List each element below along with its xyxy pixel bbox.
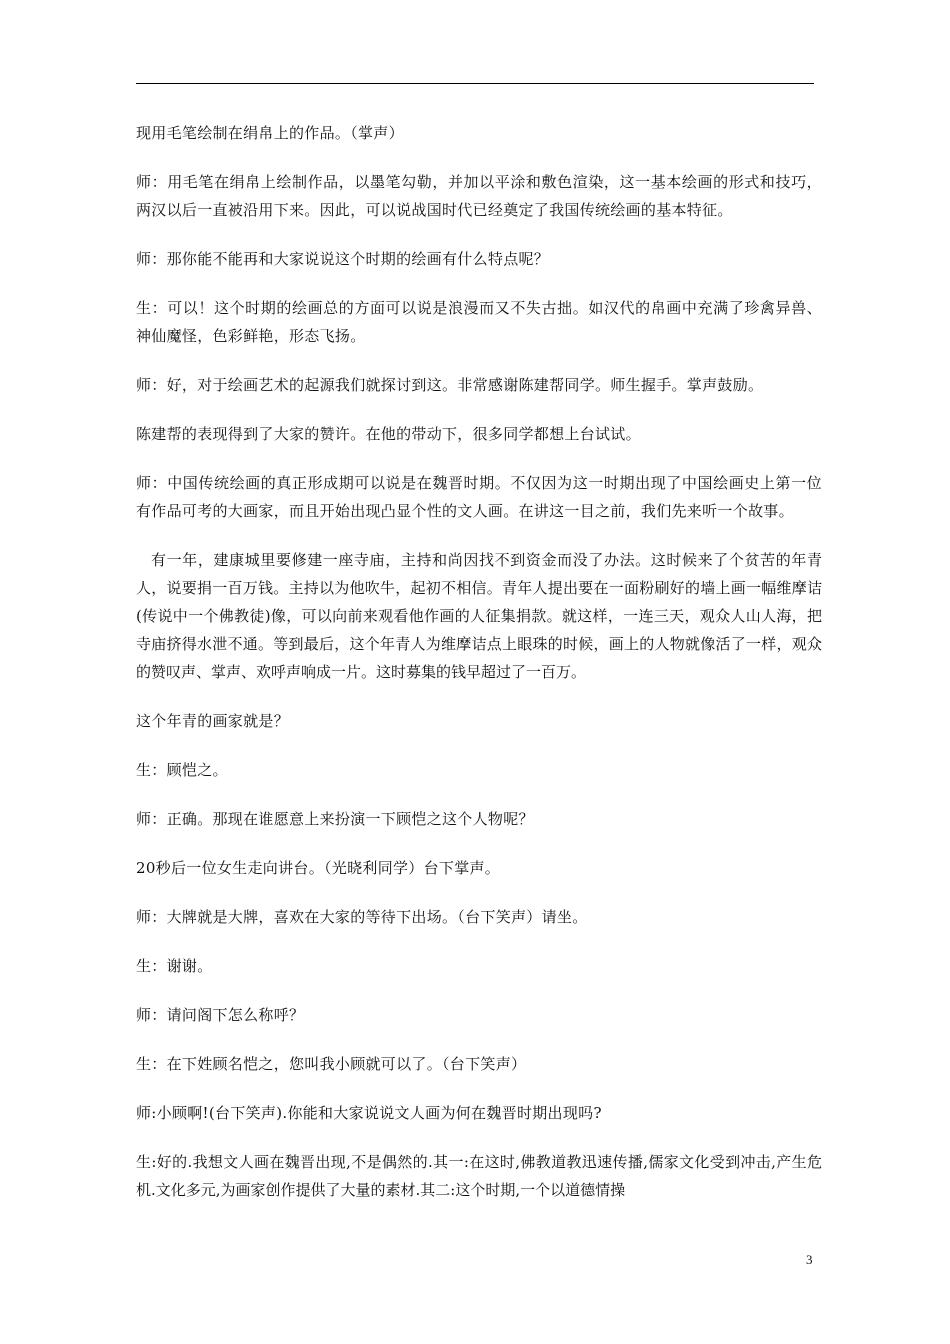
- paragraph: 师：那你能不能再和大家说说这个时期的绘画有什么特点呢？: [136, 250, 550, 268]
- paragraph: 师：好，对于绘画艺术的起源我们就探讨到这。非常感谢陈建帮同学。师生握手。掌声鼓励。: [136, 376, 764, 394]
- paragraph: 生：顾恺之。: [136, 761, 228, 779]
- paragraph: 师：大牌就是大牌，喜欢在大家的等待下出场。（台下笑声）请坐。: [136, 908, 588, 926]
- paragraph: 师：请问阁下怎么称呼？: [136, 1006, 305, 1024]
- story-paragraph: 有一年，建康城里要修建一座寺庙，主持和尚因找不到资金而没了办法。这时候来了个贫苦的年青人，说要捐一百万钱。主持以为他吹牛，起初不相信。青年人提出要在一面粉刷好的墙上画一幅维摩诘(传说中一个佛教徒)像，可以向前来观看他作画的人征集捐款。就这样，一连三天，观众人山人海，把寺庙挤得水泄不通。等到最后，这个年青人为维摩诘点上眼珠的时候，画上的人物就像活了一样，观众的赞叹声、掌声、欢呼声响成一片。这时募集的钱早超过了一百万。: [136, 551, 822, 681]
- document-body: [136, 119, 822, 1225]
- paragraph: 生:好的.我想文人画在魏晋出现,不是偶然的.其一:在这时,佛教道教迅速传播,儒家文化受到冲击,产生危机.文化多元,为画家创作提供了大量的素材.其二:这个时期,一个以道德情操: [136, 1153, 822, 1199]
- paragraph: 师：中国传统绘画的真正形成期可以说是在魏晋时期。不仅因为这一时期出现了中国绘画史上第一位有作品可考的大画家，而且开始出现凸显个性的文人画。在讲这一目之前，我们先来听一个故事。: [136, 474, 822, 520]
- header-rule: [136, 83, 814, 84]
- paragraph: 师：用毛笔在绢帛上绘制作品，以墨笔勾勒，并加以平涂和敷色渲染，这一基本绘画的形式和技巧，两汉以后一直被沿用下来。因此，可以说战国时代已经奠定了我国传统绘画的基本特征。: [136, 173, 822, 219]
- paragraph: 这个年青的画家就是？: [136, 712, 290, 730]
- paragraph: 生：可以！这个时期的绘画总的方面可以说是浪漫而又不失古拙。如汉代的帛画中充满了珍禽异兽、神仙魔怪，色彩鲜艳，形态飞扬。: [136, 299, 822, 345]
- paragraph: 生：谢谢。: [136, 957, 213, 975]
- paragraph: 20秒后一位女生走向讲台。（光晓利同学）台下掌声。: [136, 859, 501, 877]
- paragraph: 师：正确。那现在谁愿意上来扮演一下顾恺之这个人物呢？: [136, 810, 534, 828]
- paragraph: 生：在下姓顾名恺之，您叫我小顾就可以了。（台下笑声）: [136, 1055, 527, 1073]
- paragraph: 现用毛笔绘制在绢帛上的作品。（掌声）: [136, 124, 404, 142]
- page-number: 3: [806, 1252, 813, 1267]
- paragraph: 陈建帮的表现得到了大家的赞许。在他的带动下，很多同学都想上台试试。: [136, 425, 641, 443]
- paragraph: 师:小顾啊!(台下笑声).你能和大家说说文人画为何在魏晋时期出现吗?: [136, 1104, 602, 1122]
